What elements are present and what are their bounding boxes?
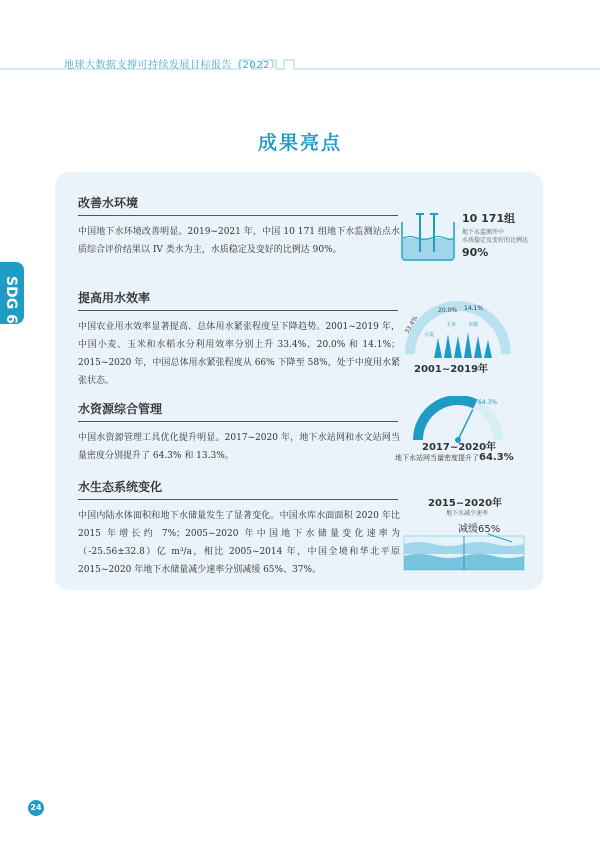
well-count: 10 171组 [462, 212, 516, 225]
section-title: 提高用水效率 [78, 289, 398, 311]
section-body: 中国水资源管理工具优化提升明显。2017~2020 年，地下水站网和水文站网当量密度分别提升了 64.3% 和 13.3%。 [78, 433, 400, 461]
well-icon [398, 208, 458, 264]
figure-station-density [390, 396, 540, 466]
section-body: 中国内陆水体面积和地下水储量发生了显著变化。中国水库水面面积 2020 年比 2015 年增长约 7%；2005~2020 年中国地下水储量变化速率为（-25.56±32.8）亿 m³/a，相比 2005~2014 年，中国全境和华北平原 2015~2020 年地下水储量减少速率分别减缓 65%、37%。 [78, 511, 400, 575]
page-number: 24 [28, 800, 44, 816]
section-water-environment [78, 194, 398, 259]
figure-groundwater [402, 494, 528, 574]
density-caption-value: 64.3% [479, 452, 514, 463]
running-header [0, 48, 600, 76]
section-body: 中国地下水环境改善明显。2019~2021 年，中国 10 171 组地下水监测站点水质综合评价结果以 IV 类水为主，水质稳定及变好的比例达 90%。 [78, 227, 400, 255]
gauge-needle [458, 409, 473, 440]
well-desc-line2: 水质稳定及变好的比例达 [462, 237, 529, 244]
wheat-efficiency-label: 33.4% [403, 314, 420, 335]
figure-crop-efficiency [394, 296, 524, 380]
crop-period: 2001~2019年 [414, 364, 489, 375]
density-gauge [410, 396, 510, 444]
well-desc-line1: 地下水监测井中 [462, 229, 505, 236]
crop-label-corn: 玉米 [446, 322, 457, 328]
page-title: 成果亮点 [257, 132, 342, 154]
groundwater-subtitle: 地下水减少速率 [446, 510, 489, 517]
corn-efficiency-label: 20.0% [438, 307, 458, 314]
section-body: 中国农业用水效率显著提高、总体用水紧张程度呈下降趋势。2001~2019 年，中国小麦、玉米和水稻水分利用效率分别上升 33.4%、20.0% 和 14.1%；2015~2020 年，中国总体用水紧张程度从 66% 下降至 58%，处于中度用水紧张状态。 [78, 322, 400, 386]
density-caption-text: 地下水站网当量密度提升了 [395, 454, 479, 462]
section-water-ecosystem [78, 478, 398, 579]
crop-efficiency-graphic [394, 296, 524, 362]
section-water-management [78, 400, 398, 465]
figure-monitoring-wells [398, 206, 538, 266]
rice-efficiency-label: 14.1% [464, 305, 484, 312]
sdg-tab [0, 262, 24, 324]
sdg-tab-label: SDG 6 [3, 276, 19, 324]
groundwater-period: 2015~2020年 [428, 498, 503, 509]
gauge-fill [418, 400, 475, 440]
crop-label-wheat: 小麦 [424, 332, 435, 338]
section-title: 水生态系统变化 [78, 478, 398, 500]
density-caption [395, 452, 514, 463]
groundwater-layers-icon [402, 532, 528, 572]
section-title: 水资源综合管理 [78, 400, 398, 422]
section-title: 改善水环境 [78, 194, 398, 216]
report-title: 地球大数据支撑可持续发展目标报告（2022） [64, 60, 281, 71]
crop-plants-icon [434, 332, 492, 358]
well-percent: 90% [462, 246, 489, 259]
groundwater-slowdown: 减缓65% [458, 524, 501, 535]
section-water-efficiency [78, 289, 398, 390]
crop-label-rice: 水稻 [468, 322, 479, 328]
gauge-value-label: 64.3% [478, 399, 498, 406]
density-period: 2017~2020年 [422, 442, 497, 453]
